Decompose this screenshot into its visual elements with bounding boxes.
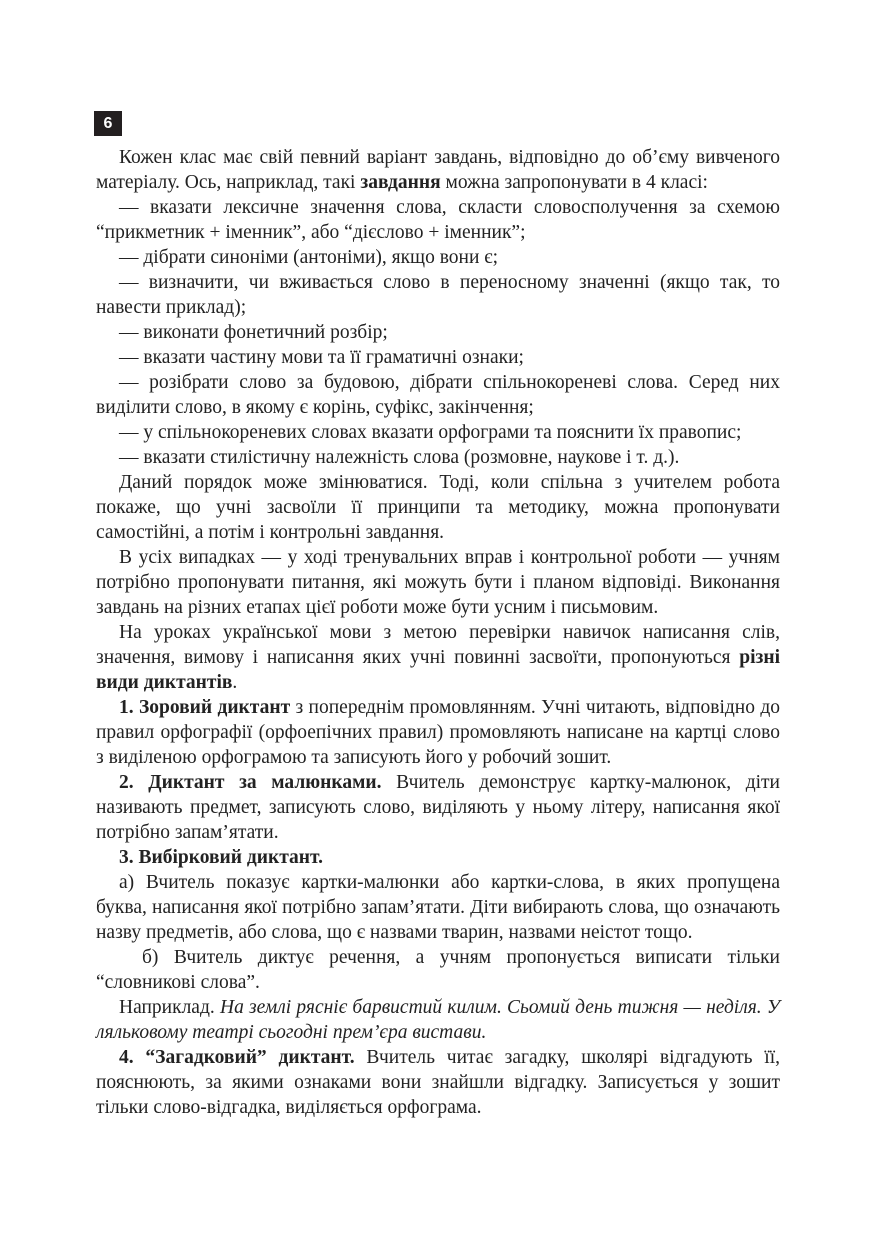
example-sentences: На землі рясніє барвистий килим. Сьомий день тижня — неділя. У ляльковому театрі сьогодні прем’єра вистави. <box>96 997 781 1043</box>
example-paragraph <box>96 995 780 1045</box>
example-lead: Наприклад. <box>119 997 220 1018</box>
dictation-heading: 2. Диктант за малюнками. <box>119 772 382 793</box>
dictation-heading: 1. Зоровий диктант <box>119 697 291 718</box>
bold-term: різні види диктантів <box>96 647 780 693</box>
text-span: . <box>232 672 238 693</box>
paragraph-all-cases: В усіх випадках — у ході тренувальних вправ і контрольної роботи — учням потрібно пропонувати питання, які можуть бути і планом відповіді. Виконання завдань на різних етапах цієї роботи може бути усним і письмовим. <box>96 547 780 618</box>
paragraph-order: Даний порядок може змінюватися. Тоді, коли спільна з учителем робота покаже, що учні засвоїли її принципи та методику, можна пропонувати самостійні, а потім і контрольні завдання. <box>96 472 780 543</box>
text-span: можна запропонувати в 4 класі: <box>440 172 708 193</box>
task-item: — вказати лексичне значення слова, скласти словосполучення за схемою “прикметник + іменник”, або “дієслово + іменник”; <box>96 197 780 243</box>
dictation-heading: 4. “Загадковий” диктант. <box>119 1047 355 1068</box>
dictation-heading: 3. Вибірковий диктант. <box>119 847 323 868</box>
task-item: — у спільнокореневих словах вказати орфограми та пояснити їх правопис; <box>119 422 742 443</box>
dictation-selective-b: б) Вчитель диктує речення, а учням пропонується виписати тільки “словникові слова”. <box>96 947 780 993</box>
dictation-selective-heading <box>96 845 780 870</box>
page-number: 6 <box>94 111 122 136</box>
paragraph-lessons <box>96 620 780 695</box>
task-item: — визначити, чи вживається слово в переносному значенні (якщо так, то навести приклад); <box>96 272 780 318</box>
text-span: Кожен клас має свій певний варіант завдань, відповідно до об’єму вивченого матеріалу. Ось, наприклад, такі <box>96 147 780 193</box>
text-span: Вчитель демонструє картку-малюнок, діти називають предмет, записують слово, виділяють у ньому літеру, написання якої потрібно запам’ятати. <box>96 772 780 843</box>
task-item: — вказати частину мови та її граматичні ознаки; <box>119 347 524 368</box>
paragraph-intro <box>96 145 780 195</box>
dictation-selective-a: а) Вчитель показує картки-малюнки або картки-слова, в яких пропущена буква, написання якої потрібно запам’ятати. Діти вибирають слова, що означають назву предметів, або слова, що є назвами тварин, назвами неістот тощо. <box>96 872 780 943</box>
task-item: — виконати фонетичний розбір; <box>119 322 388 343</box>
text-span: Вчитель читає загадку, школярі відгадують її, пояснюють, за якими ознаками вони знайшли відгадку. Записується у зошит тільки слово-відгадка, виділяється орфограма. <box>96 1047 781 1118</box>
body-text <box>96 145 780 1120</box>
task-item: — розібрати слово за будовою, дібрати спільнокореневі слова. Серед них виділити слово, в якому є корінь, суфікс, закінчення; <box>96 372 780 418</box>
dictation-pictures <box>96 770 780 845</box>
bold-term: завдання <box>360 172 441 193</box>
task-item: — вказати стилістичну належність слова (розмовне, наукове і т. д.). <box>119 447 680 468</box>
task-item: — дібрати синоніми (антоніми), якщо вони є; <box>119 247 499 268</box>
text-span: з попереднім промовлянням. Учні читають, відповідно до правил орфографії (орфоепічних правил) промовляють написане на картці слово з виділеною орфограмою та записують його у робочий зошит. <box>96 697 780 768</box>
dictation-riddle <box>96 1045 780 1120</box>
text-span: На уроках української мови з метою перевірки навичок написання слів, значення, вимову і написання яких учні повинні засвоїти, пропонуються <box>96 622 780 668</box>
dictation-visual <box>96 695 780 770</box>
